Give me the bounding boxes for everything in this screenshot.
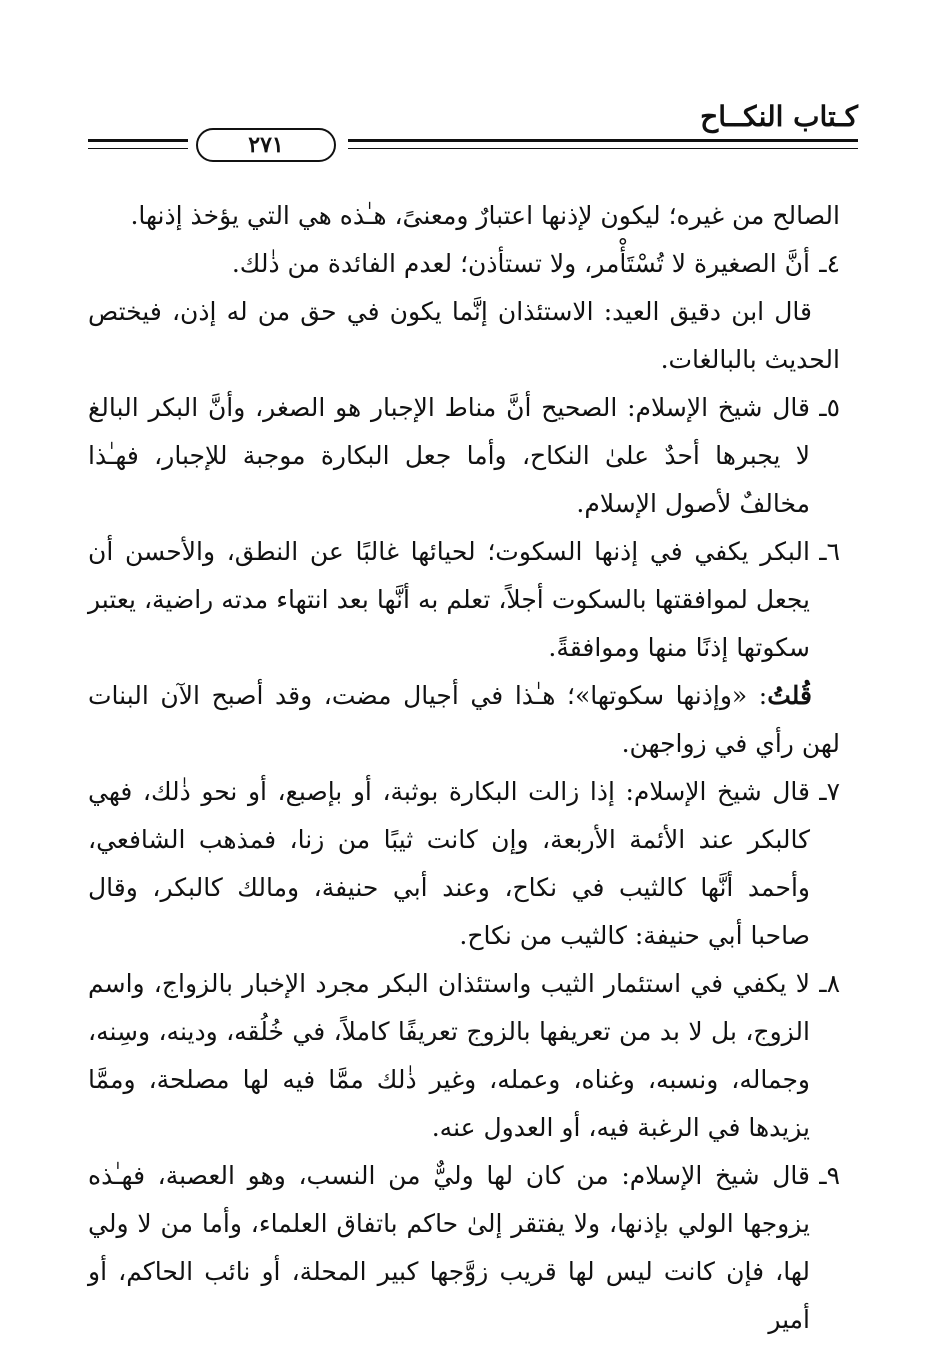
item-number: ٤ـ [819, 249, 840, 278]
item-text: البكر يكفي في إذنها السكوت؛ لحيائها غالبًا عن النطق، والأحسن أن يجعل لموافقتها بالسكوت أجلاً، تعلم به أنَّها بعد انتهاء مدته راضية، يعتبر سكوتها إذنًا منها وموافقةً. [88, 537, 810, 662]
item-number: ٥ـ [819, 393, 840, 422]
item-number: ٦ـ [819, 537, 840, 566]
list-item-5 [88, 384, 840, 528]
page-header [88, 98, 858, 168]
item-text: قال شيخ الإسلام: الصحيح أنَّ مناط الإجبار هو الصغر، وأنَّ البكر البالغ لا يجبرها أحدٌ علىٰ النكاح، وأما جعل البكارة موجبة للإجبار، فهـٰذا مخالفٌ لأصول الإسلام. [88, 393, 810, 518]
qultu-lead: قُلتُ [767, 681, 812, 710]
list-item-4 [88, 240, 840, 288]
item-number: ٩ـ [819, 1161, 840, 1190]
item-text: لا يكفي في استئمار الثيب واستئذان البكر مجرد الإخبار بالزواج، واسم الزوج، بل لا بد من تعريفها بالزوج تعريفًا كاملاً، في خُلُقه، ودينه، وسِنه، وجماله، ونسبه، وغناه، وعمله، وغير ذٰلك ممَّا فيه لها مصلحة، وممَّا يزيدها في الرغبة فيه، أو العدول عنه. [88, 969, 810, 1142]
page-number: ٢٧١ [196, 128, 336, 162]
item-text: قال شيخ الإسلام: من كان لها وليٌّ من النسب، وهو العصبة، فهـٰذه يزوجها الولي بإذنها، ولا يفتقر إلىٰ حاكم باتفاق العلماء، وأما من لا ولي لها، فإن كانت ليس لها قريب زوَّجها كبير المحلة، أو نائب الحاكم، أو أمير [88, 1161, 810, 1334]
header-rule-right [348, 139, 858, 149]
main-text [88, 192, 840, 1344]
ibn-daqiq-paragraph: قال ابن دقيق العيد: الاستئذان إنَّما يكون في حق من له إذن، فيختص الحديث بالبالغات. [88, 297, 840, 374]
list-item-9 [88, 1152, 840, 1344]
list-item-8 [88, 960, 840, 1152]
item-number: ٨ـ [819, 969, 840, 998]
qultu-paragraph [88, 672, 840, 768]
intro-paragraph: الصالح من غيره؛ ليكون لإذنها اعتبارٌ ومعنىً، هـٰذه هي التي يؤخذ إذنها. [130, 201, 840, 230]
list-item-6 [88, 528, 840, 672]
item-number: ٧ـ [819, 777, 840, 806]
item-text: قال شيخ الإسلام: إذا زالت البكارة بوثبة، أو بإصبع، أو نحو ذٰلك، فهي كالبكر عند الأئمة الأربعة، وإن كانت ثيبًا من زنا، فمذهب الشافعي، وأحمد أنَّها كالثيب في نكاح، وعند أبي حنيفة، ومالك كالبكر، وقال صاحبا أبي حنيفة: كالثيب من نكاح. [88, 777, 810, 950]
book-title: كـتاب النكــاح [700, 100, 858, 133]
list-item-7 [88, 768, 840, 960]
header-rule-left [88, 139, 188, 149]
item-text: أنَّ الصغيرة لا تُسْتَأْمر، ولا تستأذن؛ لعدم الفائدة من ذٰلك. [231, 249, 810, 278]
qultu-text: : «وإذنها سكوتها»؛ هـٰذا في أجيال مضت، وقد أصبح الآن البنات لهن رأي في زواجهن. [88, 681, 840, 758]
